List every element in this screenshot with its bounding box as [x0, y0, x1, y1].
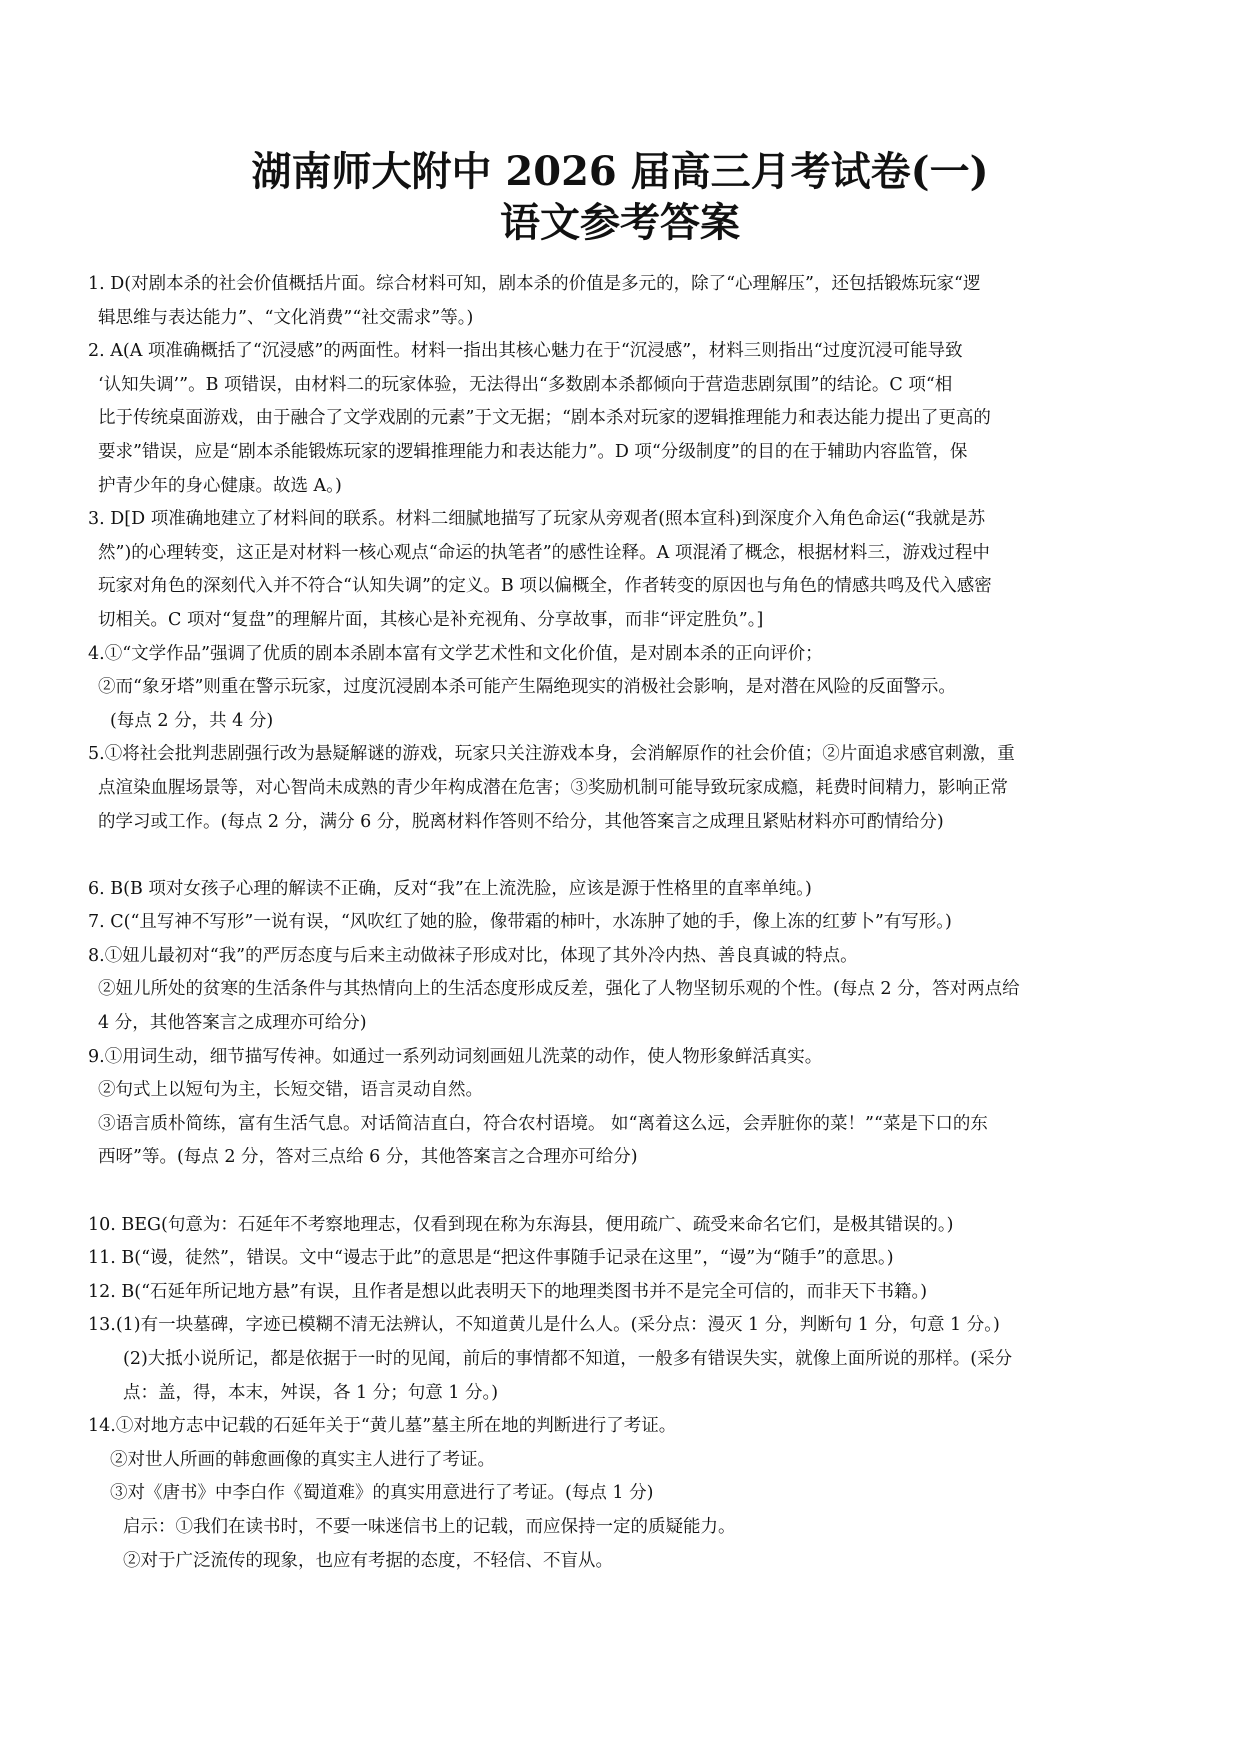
answer-line: ②而“象牙塔”则重在警示玩家，过度沉浸剧本杀可能产生隔绝现实的消极社会影响，是对潜在风险的反面警示。	[98, 677, 956, 698]
answer-3	[88, 503, 1152, 637]
answer-13	[88, 1309, 1152, 1410]
answer-line: 点：盖，得，本末，舛误，各 1 分；句意 1 分。)	[123, 1382, 499, 1403]
answer-line: ③对《唐书》中李白作《蜀道难》的真实用意进行了考证。(每点 1 分)	[110, 1483, 654, 1504]
answer-line: 然”)的心理转变，这正是对材料一核心观点“命运的执笔者”的感性诠释。A 项混淆了概念，根据材料三，游戏过程中	[98, 542, 990, 563]
answer-line: 辑思维与表达能力”、“文化消费”“社交需求”等。)	[98, 307, 474, 328]
answer-line: 比于传统桌面游戏，由于融合了文学戏剧的元素”于文无据；“剧本杀对玩家的逻辑推理能力和表达能力提出了更高的	[98, 408, 991, 429]
answer-line: 西呀”等。(每点 2 分，答对三点给 6 分，其他答案言之合理亦可给分)	[98, 1147, 638, 1168]
answer-line: 1. D(对剧本杀的社会价值概括片面。综合材料可知，剧本杀的价值是多元的，除了“心理解压”，还包括锻炼玩家“逻	[88, 274, 981, 294]
answer-line: 10. BEG(句意为：石延年不考察地理志，仅看到现在称为东海县，便用疏广、疏受来命名它们，是极其错误的。)	[88, 1214, 954, 1235]
page-title: 湖南师大附中 2026 届高三月考试卷(一)	[251, 148, 989, 195]
answer-line: 启示：①我们在读书时，不要一味迷信书上的记载，而应保持一定的质疑能力。	[123, 1516, 736, 1537]
section-gap	[88, 839, 1152, 873]
answer-line: 点渲染血腥场景等，对心智尚未成熟的青少年构成潜在危害；③奖励机制可能导致玩家成瘾，耗费时间精力，影响正常	[98, 777, 1008, 798]
answer-line: 12. B(“石延年所记地方悬”有误，且作者是想以此表明天下的地理类图书并不是完全可信的，而非天下书籍。)	[88, 1281, 928, 1302]
answer-7	[88, 906, 1152, 940]
answer-line: 5.①将社会批判悲剧强行改为悬疑解谜的游戏，玩家只关注游戏本身，会消解原作的社会价值；②片面追求感官刺激，重	[88, 744, 1015, 765]
answer-line: 8.①妞儿最初对“我”的严厉态度与后来主动做袜子形成对比，体现了其外冷内热、善良真诚的特点。	[88, 945, 858, 966]
answer-8	[88, 940, 1152, 1041]
section-gap	[88, 1175, 1152, 1209]
answer-line: ②妞儿所处的贫寒的生活条件与其热情向上的生活态度形成反差，强化了人物坚韧乐观的个性。(每点 2 分，答对两点给	[98, 979, 1020, 1000]
answer-6	[88, 873, 1152, 907]
answer-14	[88, 1410, 1152, 1578]
answer-line: 11. B(“谩，徒然”，错误。文中“谩志于此”的意思是“把这件事随手记录在这里”，“谩”为“随手”的意思。)	[88, 1248, 894, 1269]
answer-line: ②对于广泛流传的现象，也应有考据的态度，不轻信、不盲从。	[123, 1550, 613, 1571]
answer-line: 护青少年的身心健康。故选 A。)	[98, 475, 342, 496]
answer-line: 要求”错误，应是“剧本杀能锻炼玩家的逻辑推理能力和表达能力”。D 项“分级制度”的目的在于辅助内容监管，保	[98, 441, 968, 462]
answer-line: 切相关。C 项对“复盘”的理解片面，其核心是补充视角、分享故事，而非“评定胜负”。]	[98, 609, 764, 630]
answer-line: ③语言质朴简练，富有生活气息。对话简洁直白，符合农村语境。 如“离着这么远，会弄脏你的菜！”“菜是下口的东	[98, 1113, 988, 1134]
answer-line: 4 分，其他答案言之成理亦可给分)	[98, 1013, 367, 1034]
answer-line: 14.①对地方志中记载的石延年关于“黄儿墓”墓主所在地的判断进行了考证。	[88, 1416, 677, 1437]
answer-9	[88, 1041, 1152, 1175]
answer-10	[88, 1209, 1152, 1243]
answer-line: ②对世人所画的韩愈画像的真实主人进行了考证。	[110, 1449, 495, 1470]
answer-line: (2)大抵小说所记，都是依据于一时的见闻，前后的事情都不知道，一般多有错误失实，就像上面所说的那样。(采分	[123, 1349, 1013, 1369]
answer-line: 玩家对角色的深刻代入并不符合“认知失调”的定义。B 项以偏概全，作者转变的原因也与角色的情感共鸣及代入感密	[98, 576, 992, 597]
answer-line: ②句式上以短句为主，长短交错，语言灵动自然。	[98, 1080, 483, 1101]
answer-line: 9.①用词生动，细节描写传神。如通过一系列动词刻画妞儿洗菜的动作，使人物形象鲜活真实。	[88, 1046, 823, 1067]
answer-line: 6. B(B 项对女孩子心理的解读不正确，反对“我”在上流洗脸，应该是源于性格里的直率单纯。)	[88, 878, 812, 899]
answer-5	[88, 738, 1152, 839]
answer-line: ‘认知失调’”。B 项错误，由材料二的玩家体验，无法得出“多数剧本杀都倾向于营造悲剧氛围”的结论。C 项“相	[98, 374, 953, 395]
page-subtitle: 语文参考答案	[500, 199, 740, 246]
answer-line: 3. D[D 项准确地建立了材料间的联系。材料二细腻地描写了玩家从旁观者(照本宣科)到深度介入角色命运(“我就是苏	[88, 509, 986, 530]
answer-2	[88, 335, 1152, 503]
answer-line: 的学习或工作。(每点 2 分，满分 6 分，脱离材料作答则不给分，其他答案言之成理且紧贴材料亦可酌情给分)	[98, 811, 944, 832]
answer-list	[88, 268, 1152, 1578]
answer-1	[88, 268, 1152, 335]
answer-line: 2. A(A 项准确概括了“沉浸感”的两面性。材料一指出其核心魅力在于“沉浸感”，材料三则指出“过度沉浸可能导致	[88, 341, 963, 362]
answer-line: 4.①“文学作品”强调了优质的剧本杀剧本富有文学艺术性和文化价值，是对剧本杀的正向评价；	[88, 643, 823, 664]
answer-12	[88, 1276, 1152, 1310]
answer-4	[88, 638, 1152, 739]
answer-line: 7. C(“且写神不写形”一说有误，“风吹红了她的脸，像带霜的柿叶，水冻肿了她的手，像上冻的红萝卜”有写形。)	[88, 912, 952, 933]
answer-11	[88, 1242, 1152, 1276]
answer-line: 13.(1)有一块墓碑，字迹已模糊不清无法辨认，不知道黄儿是什么人。(采分点：漫灭 1 分，判断句 1 分，句意 1 分。)	[88, 1315, 1000, 1336]
answer-line: (每点 2 分，共 4 分)	[110, 710, 274, 731]
